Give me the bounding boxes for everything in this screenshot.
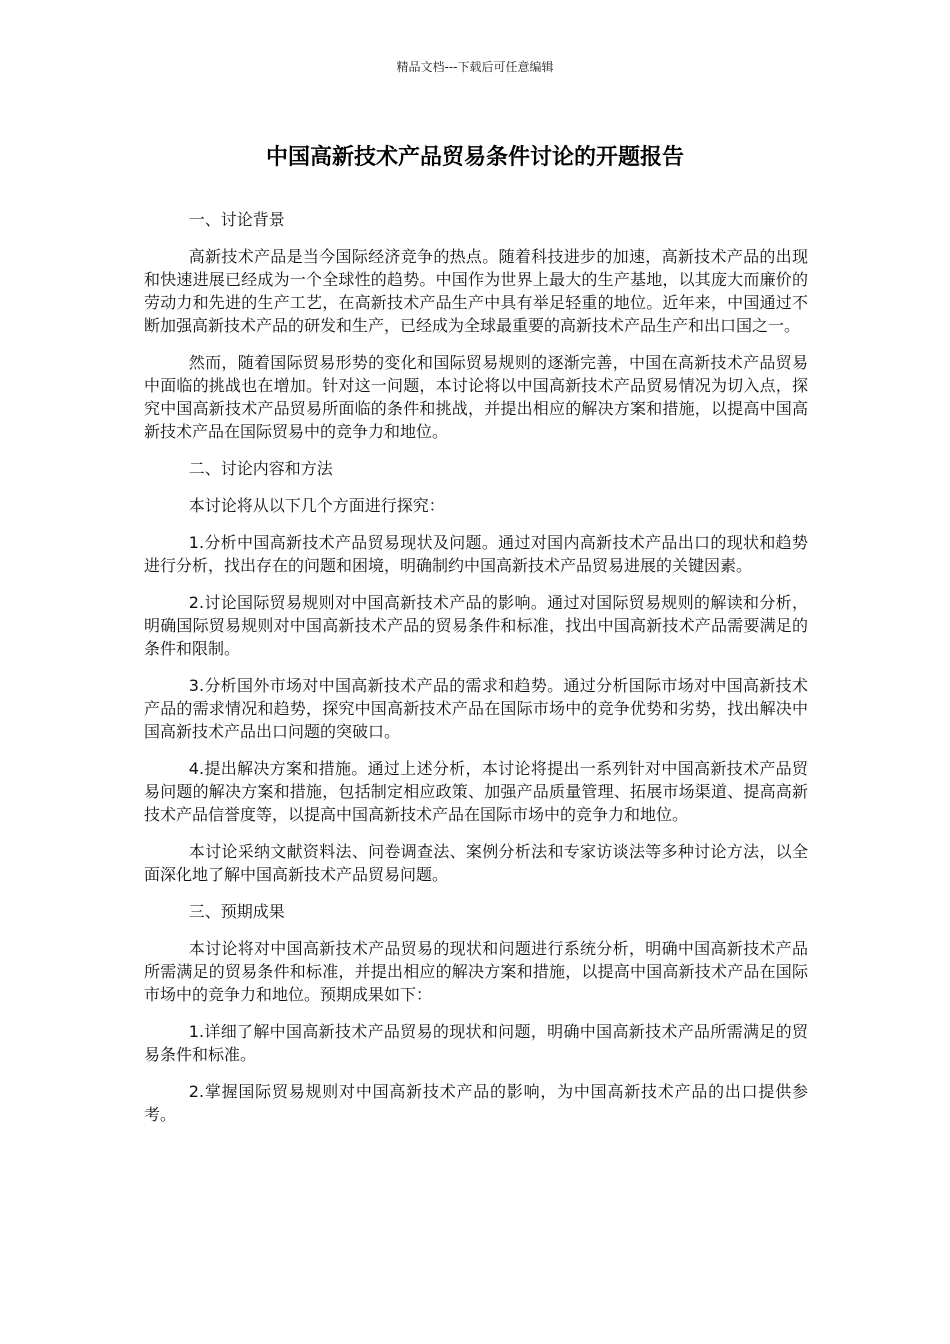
document-body xyxy=(144,208,808,1140)
section-heading-expected-results: 三、预期成果 xyxy=(188,902,285,921)
header-note: 精品文档---下载后可任意编辑 xyxy=(396,60,554,74)
list-item-paragraph: 2.掌握国际贸易规则对中国高新技术产品的影响，为中国高新技术产品的出口提供参考。 xyxy=(144,1082,808,1124)
section-heading-content-methods: 二、讨论内容和方法 xyxy=(188,459,333,478)
list-item-paragraph: 4.提出解决方案和措施。通过上述分析，本讨论将提出一系列针对中国高新技术产品贸易问题的解决方案和措施，包括制定相应政策、加强产品质量管理、拓展市场渠道、提高高新技术产品信誉度等，以提高中国高新技术产品在国际市场中的竞争力和地位。 xyxy=(144,759,808,824)
paragraph: 然而，随着国际贸易形势的变化和国际贸易规则的逐渐完善，中国在高新技术产品贸易中面临的挑战也在增加。针对这一问题，本讨论将以中国高新技术产品贸易情况为切入点，探究中国高新技术产品贸易所面临的条件和挑战，并提出相应的解决方案和措施，以提高中国高新技术产品在国际贸易中的竞争力和地位。 xyxy=(144,353,808,441)
list-item-paragraph: 3.分析国外市场对中国高新技术产品的需求和趋势。通过分析国际市场对中国高新技术产品的需求情况和趋势，探究中国高新技术产品在国际市场中的竞争优势和劣势，找出解决中国高新技术产品出口问题的突破口。 xyxy=(144,676,808,741)
list-item-paragraph: 1.分析中国高新技术产品贸易现状及问题。通过对国内高新技术产品出口的现状和趋势进行分析，找出存在的问题和困境，明确制约中国高新技术产品贸易进展的关键因素。 xyxy=(144,533,808,575)
list-item-paragraph: 1.详细了解中国高新技术产品贸易的现状和问题，明确中国高新技术产品所需满足的贸易条件和标准。 xyxy=(144,1022,808,1064)
list-item-paragraph: 2.讨论国际贸易规则对中国高新技术产品的影响。通过对国际贸易规则的解读和分析，明确国际贸易规则对中国高新技术产品的贸易条件和标准，找出中国高新技术产品需要满足的条件和限制。 xyxy=(144,593,808,658)
section-heading-background: 一、讨论背景 xyxy=(188,210,285,229)
paragraph: 本讨论采纳文献资料法、问卷调查法、案例分析法和专家访谈法等多种讨论方法，以全面深化地了解中国高新技术产品贸易问题。 xyxy=(144,842,808,884)
paragraph: 高新技术产品是当今国际经济竞争的热点。随着科技进步的加速，高新技术产品的出现和快速进展已经成为一个全球性的趋势。中国作为世界上最大的生产基地，以其庞大而廉价的劳动力和先进的生产工艺，在高新技术产品生产中具有举足轻重的地位。近年来，中国通过不断加强高新技术产品的研发和生产，已经成为全球最重要的高新技术产品生产和出口国之一。 xyxy=(144,247,808,335)
paragraph: 本讨论将对中国高新技术产品贸易的现状和问题进行系统分析，明确中国高新技术产品所需满足的贸易条件和标准，并提出相应的解决方案和措施，以提高中国高新技术产品在国际市场中的竞争力和地位。预期成果如下： xyxy=(144,939,808,1004)
document-title: 中国高新技术产品贸易条件讨论的开题报告 xyxy=(265,145,684,170)
paragraph: 本讨论将从以下几个方面进行探究： xyxy=(188,496,445,515)
